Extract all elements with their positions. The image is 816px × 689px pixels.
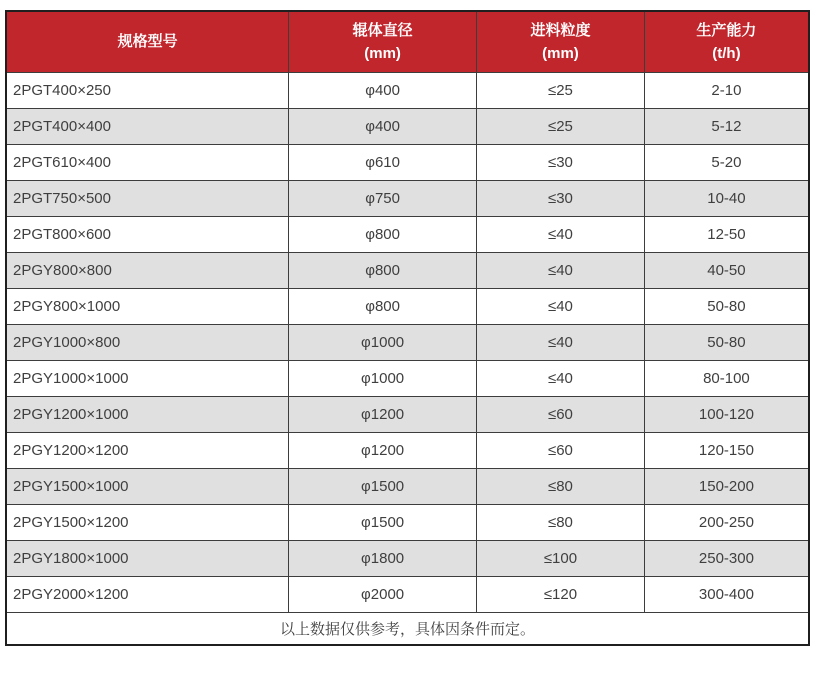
table-cell: 10-40 — [644, 180, 809, 216]
table-cell: φ1000 — [289, 360, 477, 396]
column-header-unit: (mm) — [542, 44, 579, 62]
column-header-label: 进料粒度 — [530, 21, 591, 39]
table-cell: 150-200 — [644, 468, 809, 504]
column-header-unit: (mm) — [364, 44, 401, 62]
table-cell: ≤60 — [477, 396, 645, 432]
model-cell: 2PGT800×600 — [6, 216, 289, 252]
spec-table — [5, 10, 810, 646]
table-cell: ≤120 — [477, 576, 645, 612]
table-cell: ≤40 — [477, 288, 645, 324]
table-cell: φ1000 — [289, 324, 477, 360]
table-row — [6, 252, 809, 288]
model-cell: 2PGT400×400 — [6, 108, 289, 144]
table-row — [6, 108, 809, 144]
table-cell: ≤100 — [477, 540, 645, 576]
column-header-unit: (t/h) — [712, 44, 741, 62]
model-cell: 2PGT610×400 — [6, 144, 289, 180]
model-cell: 2PGY800×1000 — [6, 288, 289, 324]
table-cell: 100-120 — [644, 396, 809, 432]
table-cell: φ1800 — [289, 540, 477, 576]
table-cell: φ800 — [289, 288, 477, 324]
table-cell: φ400 — [289, 72, 477, 108]
table-cell: 200-250 — [644, 504, 809, 540]
table-cell: ≤80 — [477, 504, 645, 540]
table-cell: ≤25 — [477, 108, 645, 144]
table-row — [6, 432, 809, 468]
table-cell: ≤30 — [477, 144, 645, 180]
model-cell: 2PGY1000×800 — [6, 324, 289, 360]
table-cell: ≤40 — [477, 324, 645, 360]
table-cell: φ750 — [289, 180, 477, 216]
table-cell: φ1200 — [289, 396, 477, 432]
table-cell: φ1200 — [289, 432, 477, 468]
model-cell: 2PGY1500×1200 — [6, 504, 289, 540]
table-cell: ≤60 — [477, 432, 645, 468]
column-header-feed-size — [477, 11, 645, 72]
table-cell: 50-80 — [644, 288, 809, 324]
table-cell: φ800 — [289, 252, 477, 288]
table-cell: ≤40 — [477, 252, 645, 288]
table-row — [6, 540, 809, 576]
table-cell: φ1500 — [289, 468, 477, 504]
model-cell: 2PGY1000×1000 — [6, 360, 289, 396]
table-cell: 120-150 — [644, 432, 809, 468]
table-body — [6, 72, 809, 612]
model-cell: 2PGY1800×1000 — [6, 540, 289, 576]
spec-table-container — [5, 10, 810, 646]
table-cell: 40-50 — [644, 252, 809, 288]
table-row — [6, 504, 809, 540]
table-row — [6, 180, 809, 216]
table-cell: 5-20 — [644, 144, 809, 180]
column-header-label: 生产能力 — [696, 21, 757, 39]
model-cell: 2PGY1200×1200 — [6, 432, 289, 468]
column-header-model — [6, 11, 289, 72]
model-cell: 2PGT400×250 — [6, 72, 289, 108]
table-row — [6, 324, 809, 360]
table-row — [6, 216, 809, 252]
footnote: 以上数据仅供参考，具体因条件而定。 — [6, 612, 809, 645]
table-row — [6, 360, 809, 396]
table-cell: φ610 — [289, 144, 477, 180]
table-cell: 80-100 — [644, 360, 809, 396]
model-cell: 2PGY1500×1000 — [6, 468, 289, 504]
column-header-label: 规格型号 — [117, 33, 178, 51]
table-cell: φ1500 — [289, 504, 477, 540]
table-cell: φ400 — [289, 108, 477, 144]
table-cell: φ2000 — [289, 576, 477, 612]
table-cell: ≤30 — [477, 180, 645, 216]
table-cell: 5-12 — [644, 108, 809, 144]
table-cell: 12-50 — [644, 216, 809, 252]
table-cell: φ800 — [289, 216, 477, 252]
table-cell: 300-400 — [644, 576, 809, 612]
table-cell: ≤25 — [477, 72, 645, 108]
table-row — [6, 576, 809, 612]
footnote-row — [6, 612, 809, 645]
table-cell: 50-80 — [644, 324, 809, 360]
table-cell: ≤40 — [477, 216, 645, 252]
column-header-capacity — [644, 11, 809, 72]
table-cell: 2-10 — [644, 72, 809, 108]
table-cell: ≤80 — [477, 468, 645, 504]
table-row — [6, 288, 809, 324]
table-row — [6, 144, 809, 180]
column-header-roller-diameter — [289, 11, 477, 72]
table-cell: 250-300 — [644, 540, 809, 576]
table-cell: ≤40 — [477, 360, 645, 396]
model-cell: 2PGY2000×1200 — [6, 576, 289, 612]
table-row — [6, 72, 809, 108]
model-cell: 2PGY800×800 — [6, 252, 289, 288]
table-row — [6, 396, 809, 432]
model-cell: 2PGY1200×1000 — [6, 396, 289, 432]
table-row — [6, 468, 809, 504]
header-row — [6, 11, 809, 72]
model-cell: 2PGT750×500 — [6, 180, 289, 216]
column-header-label: 辊体直径 — [352, 21, 413, 39]
